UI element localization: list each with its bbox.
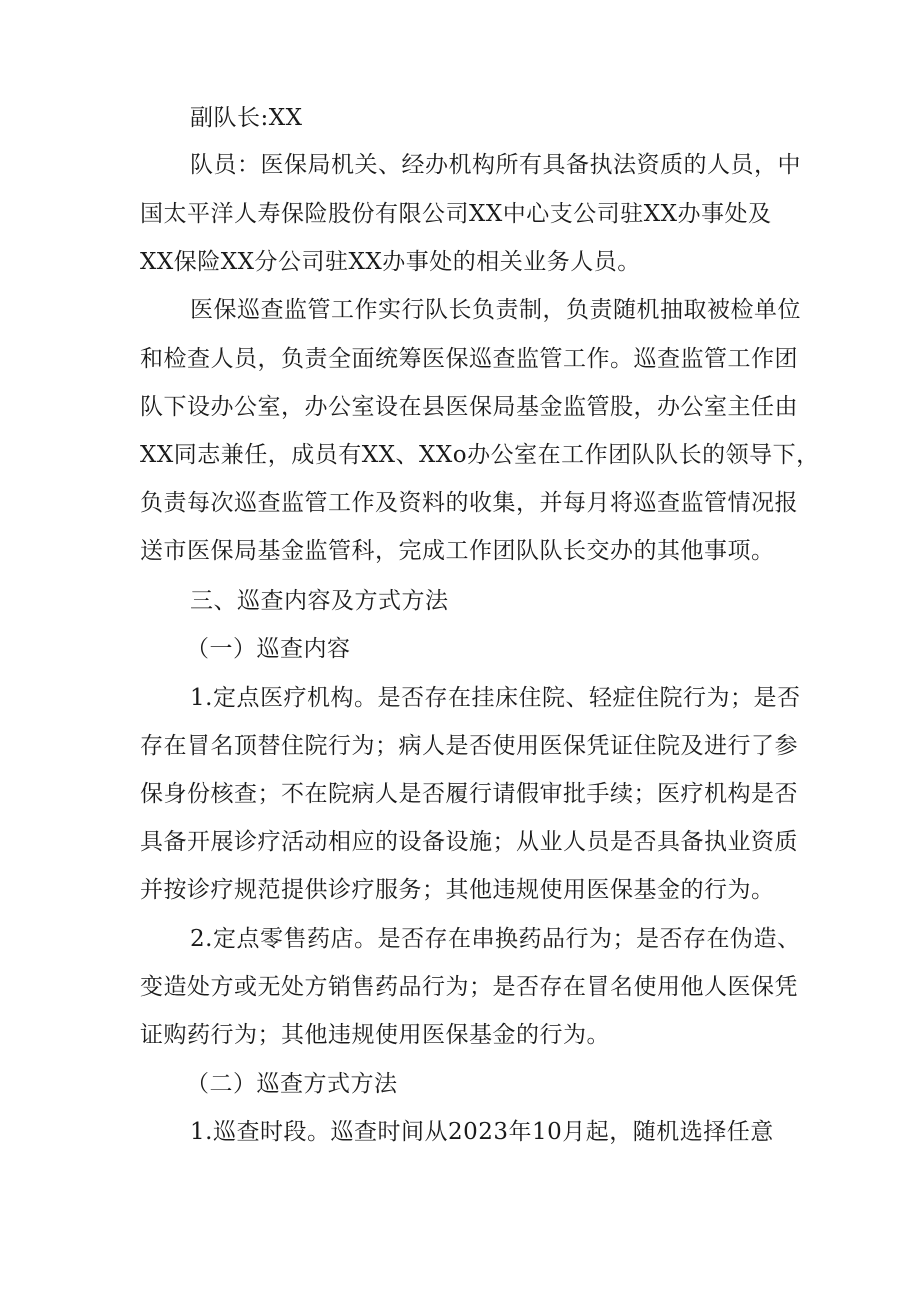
- text-line-responsibility-3: 队下设办公室，办公室设在县医保局基金监管股，办公室主任由: [140, 394, 798, 420]
- text-line-members-3: XX保险XX分公司驻XX办事处的相关业务人员。: [140, 249, 641, 275]
- text-line-pharmacy-2: 变造处方或无处方销售药品行为；是否存在冒名使用他人医保凭: [140, 974, 798, 1000]
- text-line-responsibility-4: XX同志兼任，成员有XX、XXo办公室在工作团队队长的领导下，: [140, 442, 820, 468]
- text-line-responsibility-6: 送市医保局基金监管科，完成工作团队队长交办的其他事项。: [140, 538, 775, 564]
- text-line-members-2: 国太平洋人寿保险股份有限公司XX中心支公司驻XX办事处及: [140, 201, 772, 227]
- subsection-heading-1: （一）巡查内容: [186, 636, 351, 662]
- text-line-members-1: 队员：医保局机关、经办机构所有具备执法资质的人员，中: [190, 152, 801, 178]
- text-line-inspection-period: 1.巡查时段。巡查时间从2023年10月起，随机选择任意: [190, 1119, 774, 1145]
- section-heading-3: 三、巡查内容及方式方法: [190, 588, 449, 614]
- text-line-medical-2: 存在冒名顶替住院行为；病人是否使用医保凭证住院及进行了参: [140, 733, 798, 759]
- text-line-responsibility-2: 和检查人员，负责全面统筹医保巡查监管工作。巡查监管工作团: [140, 346, 798, 372]
- text-line-deputy-captain: 副队长:XX: [190, 105, 303, 131]
- text-line-medical-1: 1.定点医疗机构。是否存在挂床住院、轻症住院行为；是否: [190, 685, 801, 711]
- text-line-responsibility-1: 医保巡查监管工作实行队长负责制，负责随机抽取被检单位: [190, 297, 801, 323]
- text-line-responsibility-5: 负责每次巡查监管工作及资料的收集，并每月将巡查监管情况报: [140, 490, 798, 516]
- text-line-medical-3: 保身份核查；不在院病人是否履行请假审批手续；医疗机构是否: [140, 781, 798, 807]
- text-line-pharmacy-3: 证购药行为；其他违规使用医保基金的行为。: [140, 1022, 610, 1048]
- text-line-medical-4: 具备开展诊疗活动相应的设备设施；从业人员是否具备执业资质: [140, 829, 798, 855]
- text-line-medical-5: 并按诊疗规范提供诊疗服务；其他违规使用医保基金的行为。: [140, 877, 775, 903]
- text-line-pharmacy-1: 2.定点零售药店。是否存在串换药品行为；是否存在伪造、: [190, 926, 801, 952]
- subsection-heading-2: （二）巡查方式方法: [186, 1071, 398, 1097]
